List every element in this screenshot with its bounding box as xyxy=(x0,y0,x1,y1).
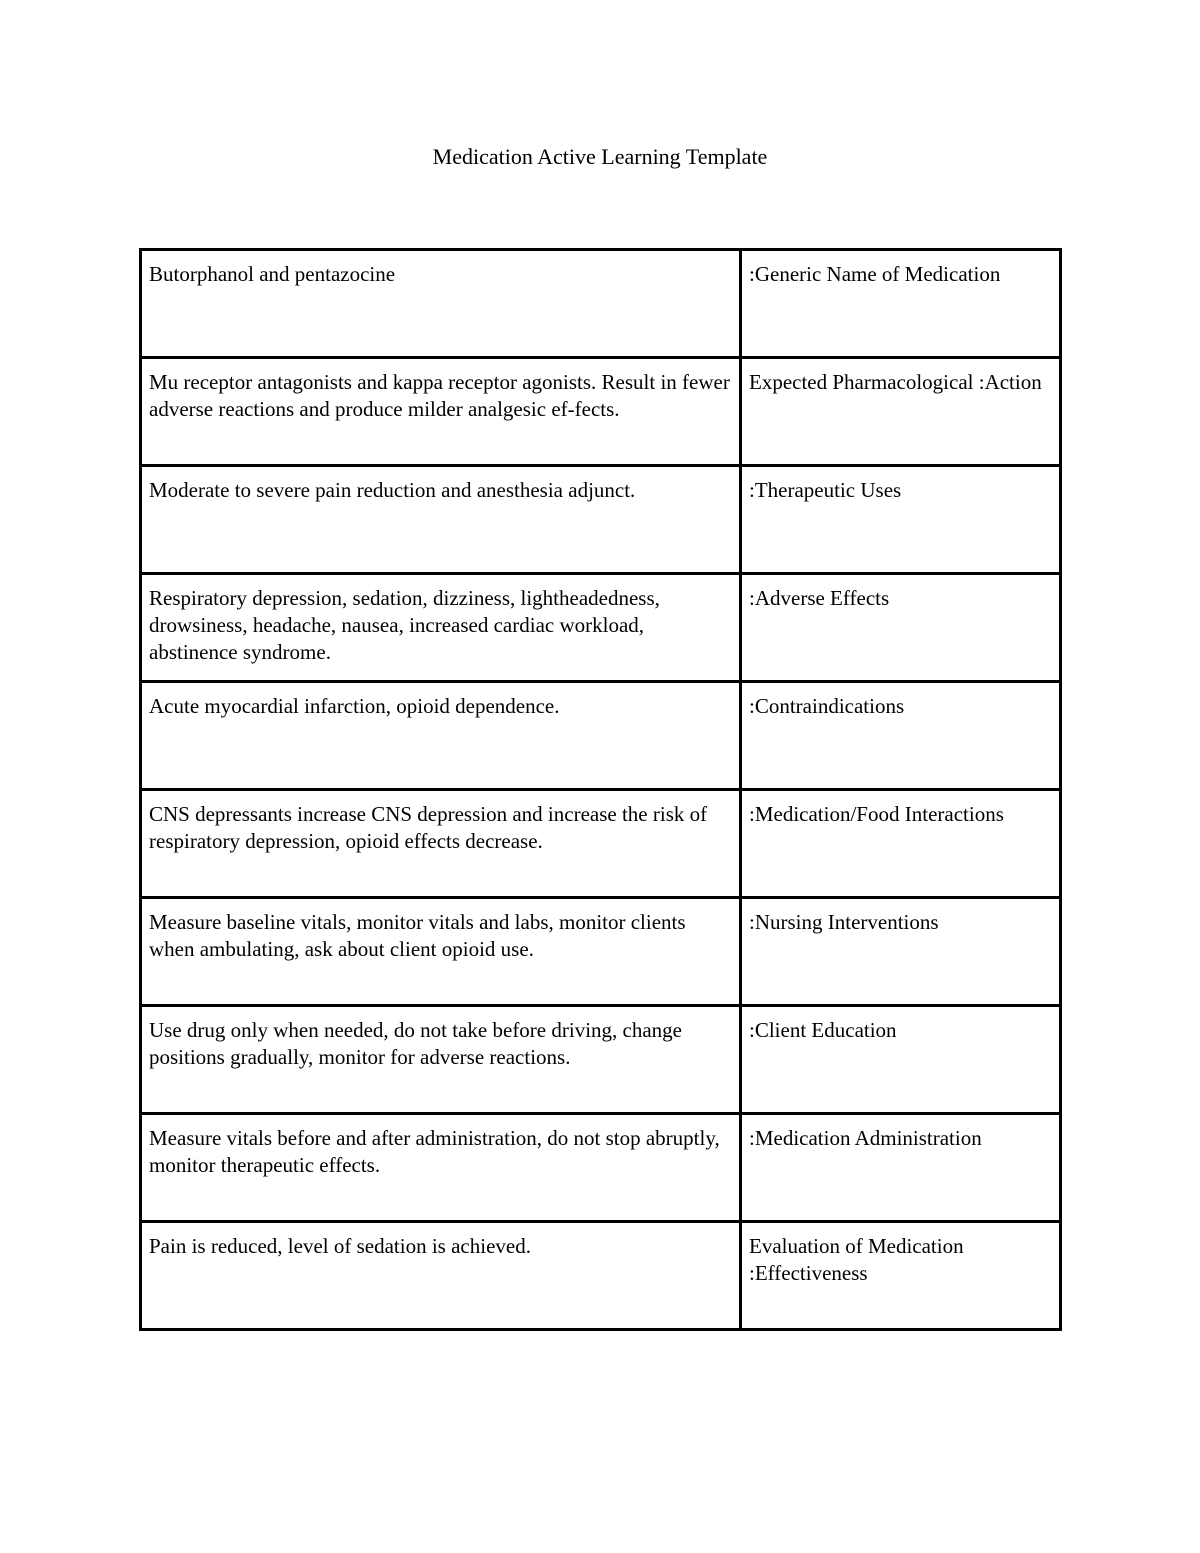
table-row xyxy=(141,1222,1061,1330)
therapeutic-uses-value: Moderate to severe pain reduction and anesthesia adjunct. xyxy=(141,466,741,574)
page-title: Medication Active Learning Template xyxy=(432,144,768,169)
interactions-label: :Medication/Food Interactions xyxy=(741,790,1061,898)
table-row xyxy=(141,790,1061,898)
generic-name-label: :Generic Name of Medication xyxy=(741,250,1061,358)
evaluation-value: Pain is reduced, level of sedation is achieved. xyxy=(141,1222,741,1330)
client-education-label: :Client Education xyxy=(741,1006,1061,1114)
table-row xyxy=(141,574,1061,682)
table-row xyxy=(141,1006,1061,1114)
contraindications-value: Acute myocardial infarction, opioid dependence. xyxy=(141,682,741,790)
medication-administration-label: :Medication Administration xyxy=(741,1114,1061,1222)
table-row xyxy=(141,358,1061,466)
table-row xyxy=(141,682,1061,790)
client-education-value: Use drug only when needed, do not take before driving, change positions gradually, monitor for adverse reactions. xyxy=(141,1006,741,1114)
contraindications-label: :Contraindications xyxy=(741,682,1061,790)
generic-name-value: Butorphanol and pentazocine xyxy=(141,250,741,358)
nursing-interventions-label: :Nursing Interventions xyxy=(741,898,1061,1006)
evaluation-label: Evaluation of Medication :Effectiveness xyxy=(741,1222,1061,1330)
table-row xyxy=(141,250,1061,358)
table-row xyxy=(141,466,1061,574)
interactions-value: CNS depressants increase CNS depression and increase the risk of respiratory depression, opioid effects decrease. xyxy=(141,790,741,898)
medication-administration-value: Measure vitals before and after administration, do not stop abruptly, monitor therapeutic effects. xyxy=(141,1114,741,1222)
therapeutic-uses-label: :Therapeutic Uses xyxy=(741,466,1061,574)
nursing-interventions-value: Measure baseline vitals, monitor vitals and labs, monitor clients when ambulating, ask about client opioid use. xyxy=(141,898,741,1006)
adverse-effects-label: :Adverse Effects xyxy=(741,574,1061,682)
adverse-effects-value: Respiratory depression, sedation, dizziness, lightheadedness, drowsiness, headache, nausea, increased cardiac workload, abstinence syndrome. xyxy=(141,574,741,682)
pharmacological-action-label: Expected Pharmacological :Action xyxy=(741,358,1061,466)
table-row xyxy=(141,1114,1061,1222)
pharmacological-action-value: Mu receptor antagonists and kappa receptor agonists. Result in fewer adverse reactions and produce milder analgesic ef-fects. xyxy=(141,358,741,466)
table-row xyxy=(141,898,1061,1006)
medication-table xyxy=(139,248,1062,1331)
